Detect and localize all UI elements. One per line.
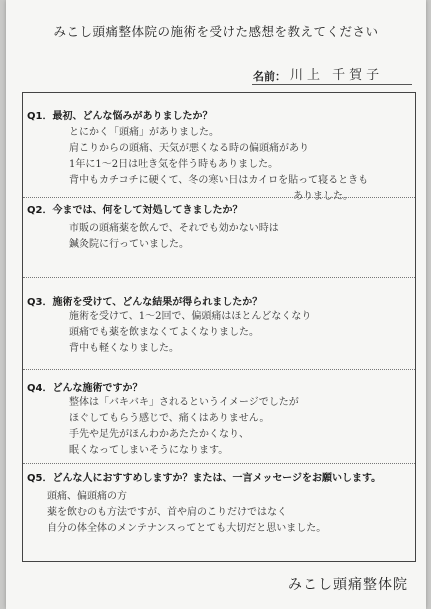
question-1: Q1．最初、どんな悩みがありましたか？ <box>27 111 213 122</box>
answer-1 <box>69 125 368 205</box>
answer-line: 施術を受けて、1〜2回で、偏頭痛はほとんどなくなり <box>69 311 312 322</box>
answer-line: 背中も軽くなりました。 <box>69 343 179 354</box>
divider <box>23 197 415 198</box>
respondent-name: 川上 千賀子 <box>290 68 384 83</box>
question-2: Q2．今までは、何をして対処してきましたか？ <box>27 205 243 216</box>
document-title: みこし頭痛整体院の施術を受けた感想を教えてください <box>53 24 379 39</box>
name-underline <box>252 84 412 85</box>
answer-line: 整体は「バキバキ」されるというイメージでしたが <box>69 397 299 408</box>
answer-4 <box>69 395 299 459</box>
divider <box>23 463 415 464</box>
answer-line: 自分の体全体のメンテナンスってとても大切だと思いました。 <box>47 523 327 534</box>
question-4: Q4．どんな施術ですか？ <box>27 383 143 394</box>
questionnaire-box <box>22 92 416 562</box>
answer-line: 頭痛、偏頭痛の方 <box>47 491 127 502</box>
answer-line: 1年に1〜2日は吐き気を伴う時もありました。 <box>69 159 279 170</box>
answer-line: 肩こりからの頭痛、天気が悪くなる時の偏頭痛があり <box>69 143 309 154</box>
divider <box>23 369 415 370</box>
answer-2 <box>69 221 279 253</box>
answer-line: とにかく「頭痛」がありました。 <box>69 127 219 138</box>
answer-line: ほぐしてもらう感じで、痛くはありません。 <box>69 413 270 424</box>
answer-line: 薬を飲むのも方法ですが、首や肩のこりだけではなく <box>47 507 287 518</box>
question-5: Q5．どんな人におすすめしますか？または、一言メッセージをお願いします。 <box>27 473 382 484</box>
divider <box>23 277 415 278</box>
name-label: 名前： <box>253 70 286 83</box>
answer-line: 眠くなってしまいそうになります。 <box>69 445 229 456</box>
answer-5 <box>47 489 326 537</box>
answer-line: 市販の頭痛薬を飲んで、それでも効かない時は <box>69 223 279 234</box>
answer-line: 背中もカチコチに硬くて、冬の寒い日はカイロを貼って寝るときも <box>69 175 369 186</box>
clinic-name-footer: みこし頭痛整体院 <box>288 577 408 593</box>
answer-line: 手先や足先がほんわかあたたかくなり、 <box>69 429 249 440</box>
answer-line: 鍼灸院に行っていました。 <box>69 239 189 250</box>
answer-line: 頭痛でも薬を飲まなくてよくなりました。 <box>69 327 259 338</box>
answer-line: ありました。 <box>293 191 353 202</box>
question-3: Q3．施術を受けて、どんな結果が得られましたか？ <box>27 297 263 308</box>
answer-3 <box>69 309 311 357</box>
survey-sheet <box>6 0 426 609</box>
